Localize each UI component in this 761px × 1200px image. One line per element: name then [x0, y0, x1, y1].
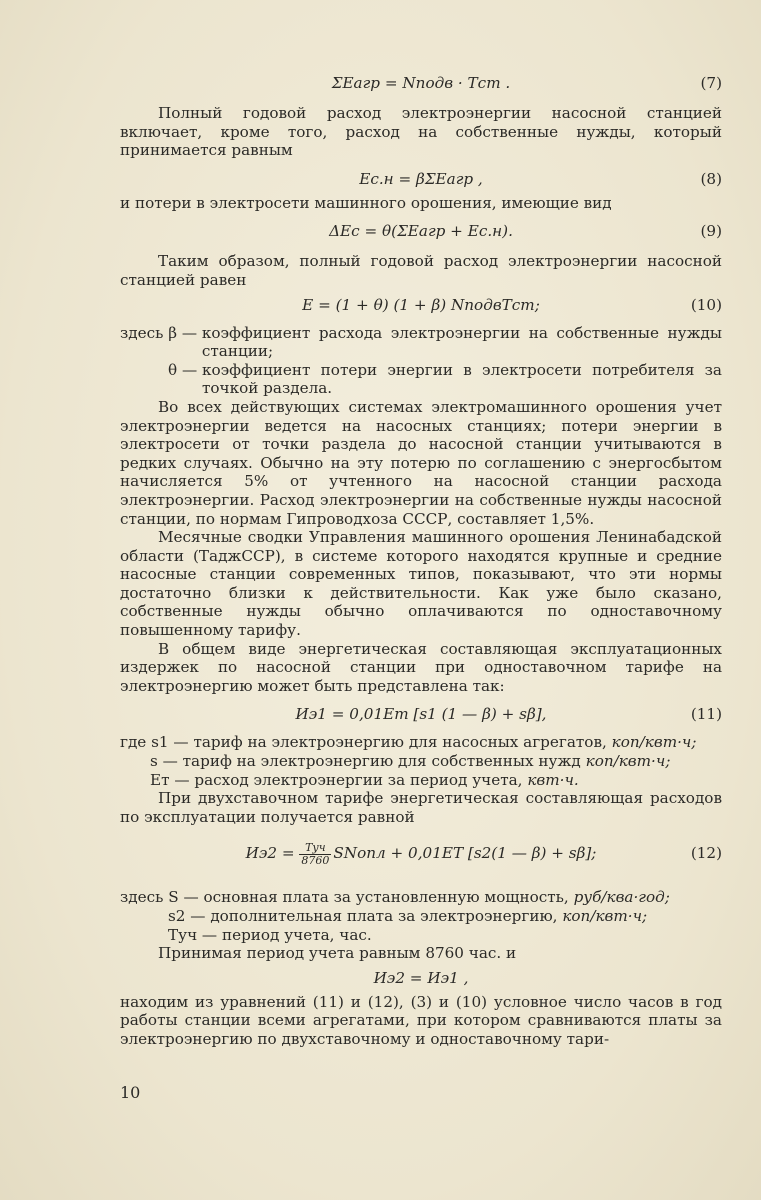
equation-formula: Иэ1 = 0,01Eт [s1 (1 — β) + sβ], [295, 705, 547, 724]
equation-number: (7) [700, 74, 722, 92]
definition-unit: руб/ква·год; [573, 888, 670, 907]
equation-formula: E = (1 + θ) (1 + β) NподвTст; [302, 295, 540, 314]
paragraph-7: При двухставочном тарифе энергетическая составляющая расходов по эксплуатации получается равной [120, 789, 722, 826]
definition-tuch [120, 926, 722, 945]
paragraph-3: Таким образом, полный годовой расход электроэнергии насосной станцией равен [120, 252, 722, 289]
definition-s1 [120, 733, 722, 752]
definition-symbol: где s1 — [120, 733, 194, 752]
definition-beta [120, 324, 722, 361]
definition-text: период учета, час. [221, 925, 372, 944]
definition-theta [120, 361, 722, 398]
equation-number: (8) [700, 169, 722, 188]
definition-text [183, 752, 722, 771]
equation-number: (9) [700, 222, 722, 241]
equation-8 [120, 164, 722, 194]
definition-text [194, 771, 722, 790]
equation-rhs: SNопл + 0,01ET [s2(1 — β) + sβ]; [333, 844, 597, 863]
definition-s [120, 752, 722, 771]
definition-symbol: s — [150, 752, 183, 771]
fraction-numerator: Tуч [299, 842, 331, 855]
definition-text [203, 888, 722, 907]
page-number: 10 [120, 1083, 141, 1102]
equation-formula [120, 826, 722, 880]
equation-lhs: Иэ2 = [245, 844, 300, 863]
paragraph-8: Принимая период учета равным 8760 час. и [158, 944, 517, 963]
definition-text: коэффициент потери энергии в электросети потребителя за точкой раздела. [202, 360, 722, 398]
paragraph-4: Во всех действующих системах электромашинного орошения учет электроэнергии ведется на насосных станциях; потери энергии в электросети от точки раздела до насосной станции учитываются в редких случаях. Обычно на эту потерю по соглашению с энергосбытом начисляется 5% от учтенного на насосной станции расхода электроэнергии. Расход электроэнергии на собственные нужды насосной станции, по нормам Гипроводхоза СССР, составляет 1,5%. [120, 397, 722, 528]
equation-9 [120, 216, 722, 246]
definition-symbol: здесь S — [120, 888, 204, 907]
equation-number: (10) [690, 295, 722, 314]
definition-symbol: здесь β — [120, 323, 202, 342]
definition-body: дополнительная плата за электроэнергию, [210, 907, 563, 925]
equation-number: (12) [690, 844, 722, 863]
definition-text: коэффициент расхода электроэнергии на собственные нужды станции; [201, 323, 722, 361]
paragraph-6: В общем виде энергетическая составляющая эксплуатационных издержек по насосной станции при одноставочном тарифе на электроэнергию может быть представлена так: [120, 639, 722, 695]
definition-body: расход электроэнергии за период учета, [194, 770, 528, 789]
equation-12 [120, 826, 722, 880]
definition-symbol: Tуч — [168, 925, 222, 944]
definition-et [120, 771, 722, 790]
paragraph-2: и потери в электросети машинного орошения, имеющие вид [120, 193, 612, 212]
paragraph-5: Месячные сводки Управления машинного орошения Ленинабадской области (ТаджССР), в системе которого находятся крупные и средние насосные станции современных типов, показывают, что эти нормы достаточно близки к действительности. Как уже было сказано, собственные нужды обычно оплачиваются по одноставочному повышенному тарифу. [120, 528, 722, 640]
definition-unit: коп/квт·ч; [562, 907, 648, 925]
definition-s2 [120, 907, 722, 926]
text-column [120, 68, 722, 1049]
paragraph-9: находим из уравнений (11) и (12), (3) и (10) условное число часов в год работы станции всеми агрегатами, при котором сравниваются платы за электроэнергию по двухставочному и одноставочному тари- [120, 992, 722, 1048]
definition-S [120, 888, 722, 907]
equation-formula: ΔEс = θ(ΣEагр + Eс.н). [329, 222, 513, 241]
definition-text [210, 907, 722, 926]
equation-13 [120, 963, 722, 993]
equation-number: (11) [690, 705, 722, 724]
definition-body: основная плата за установленную мощность, [203, 888, 574, 907]
definition-symbol: s2 — [168, 907, 211, 925]
equation-formula: Иэ2 = Иэ1 , [373, 968, 469, 987]
definition-body: тариф на электроэнергию для собственных нужд [182, 752, 586, 771]
equation-formula: ΣEагр = Nподв · Tст . [331, 74, 511, 92]
fraction [299, 842, 331, 867]
definition-text [193, 733, 722, 752]
paragraph-1: Полный годовой расход электроэнергии насосной станцией включает, кроме того, расход на собственные нужды, который принимается равным [120, 104, 722, 160]
fraction-denominator: 8760 [301, 853, 330, 867]
definition-symbol: Eт — [150, 770, 195, 789]
equation-10 [120, 290, 722, 320]
definition-unit: коп/квт·ч; [611, 733, 697, 752]
equation-11 [120, 699, 722, 729]
equation-formula: Eс.н = βΣEагр , [359, 169, 483, 188]
definition-unit: коп/квт·ч; [585, 752, 671, 771]
definition-unit: квт·ч. [527, 770, 579, 789]
definition-body: тариф на электроэнергию для насосных агрегатов, [193, 733, 612, 752]
equation-7 [120, 68, 722, 98]
definition-symbol: θ — [168, 360, 202, 379]
